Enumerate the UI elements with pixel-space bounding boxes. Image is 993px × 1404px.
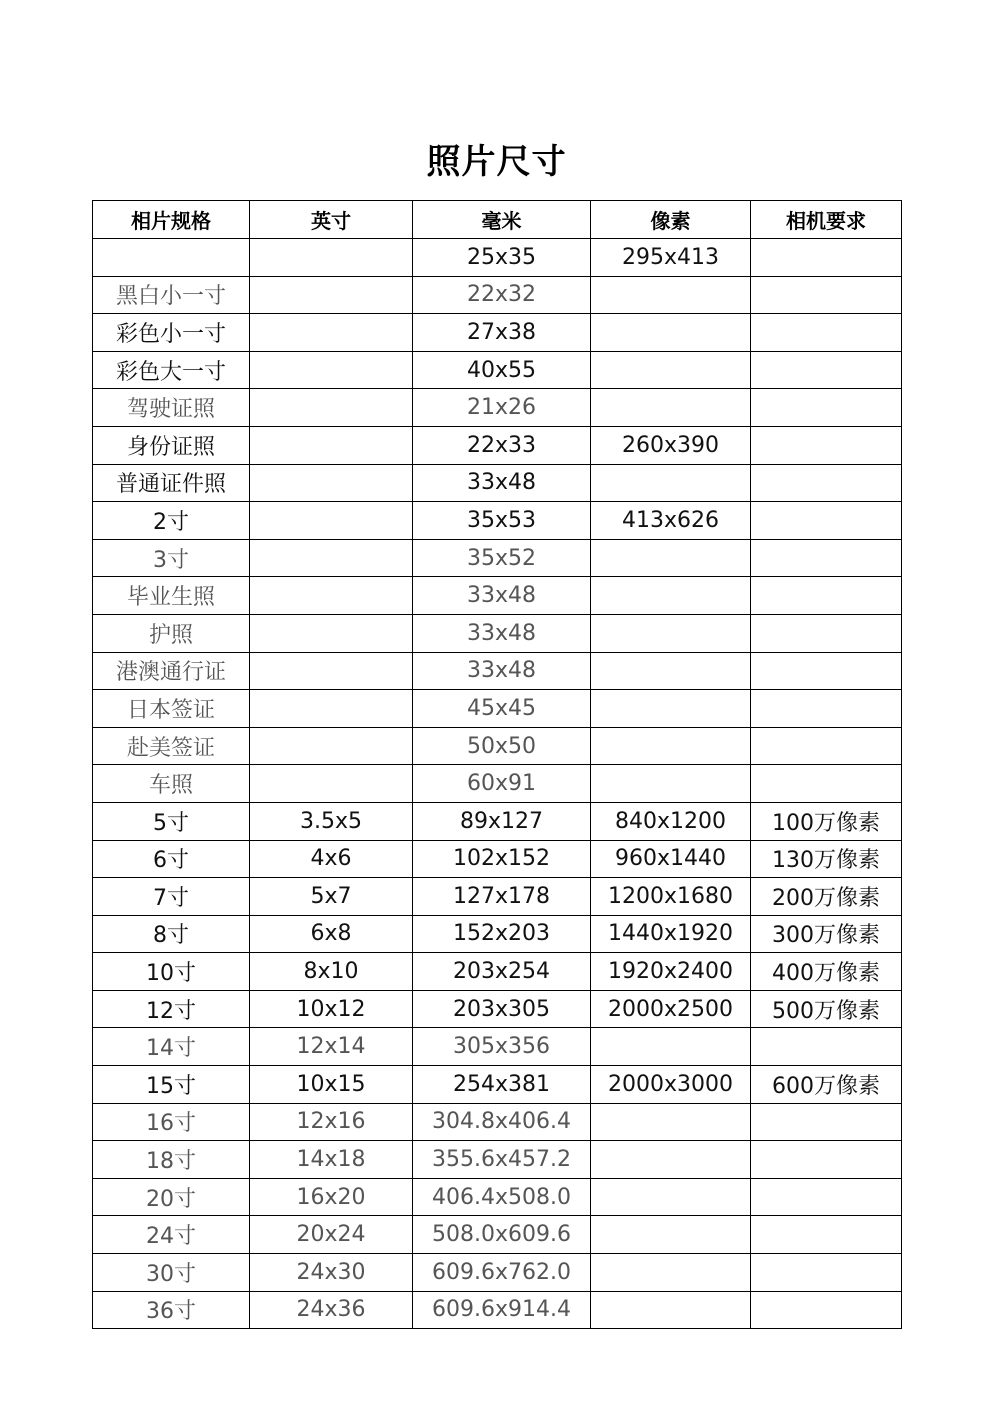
cell-mm: 304.8x406.4 (413, 1103, 591, 1141)
table-row (93, 915, 902, 953)
photo-size-table (92, 200, 902, 1329)
cell-inch (250, 389, 413, 427)
cell-camera (751, 1103, 902, 1141)
table-row (93, 239, 902, 277)
cell-mm: 22x33 (413, 426, 591, 464)
cell-mm: 152x203 (413, 915, 591, 953)
cell-mm: 355.6x457.2 (413, 1141, 591, 1179)
table-row (93, 990, 902, 1028)
cell-pixels: 295x413 (591, 239, 751, 277)
cell-spec: 赴美签证 (93, 727, 250, 765)
cell-mm: 35x52 (413, 539, 591, 577)
cell-mm: 33x48 (413, 652, 591, 690)
cell-mm: 89x127 (413, 802, 591, 840)
cell-mm: 27x38 (413, 314, 591, 352)
cell-pixels (591, 276, 751, 314)
cell-inch (250, 464, 413, 502)
cell-camera (751, 1178, 902, 1216)
cell-camera (751, 614, 902, 652)
cell-mm: 33x48 (413, 464, 591, 502)
cell-camera (751, 1291, 902, 1329)
cell-mm: 406.4x508.0 (413, 1178, 591, 1216)
cell-spec: 车照 (93, 765, 250, 803)
cell-camera: 100万像素 (751, 802, 902, 840)
table-row (93, 727, 902, 765)
cell-spec: 16寸 (93, 1103, 250, 1141)
cell-mm: 50x50 (413, 727, 591, 765)
cell-inch (250, 239, 413, 277)
cell-camera: 600万像素 (751, 1066, 902, 1104)
cell-inch: 24x36 (250, 1291, 413, 1329)
cell-mm: 127x178 (413, 878, 591, 916)
cell-inch: 3.5x5 (250, 802, 413, 840)
cell-camera (751, 351, 902, 389)
cell-spec: 14寸 (93, 1028, 250, 1066)
cell-pixels (591, 1028, 751, 1066)
cell-pixels (591, 727, 751, 765)
table-row (93, 351, 902, 389)
cell-spec: 7寸 (93, 878, 250, 916)
cell-inch: 24x30 (250, 1254, 413, 1292)
cell-mm: 22x32 (413, 276, 591, 314)
cell-inch (250, 690, 413, 728)
cell-inch (250, 351, 413, 389)
table-row (93, 577, 902, 615)
cell-inch (250, 652, 413, 690)
cell-camera (751, 577, 902, 615)
cell-inch (250, 614, 413, 652)
cell-pixels (591, 652, 751, 690)
table-row (93, 953, 902, 991)
cell-inch: 10x15 (250, 1066, 413, 1104)
cell-spec: 3寸 (93, 539, 250, 577)
cell-mm: 102x152 (413, 840, 591, 878)
page-title: 照片尺寸 (426, 142, 567, 182)
cell-camera (751, 276, 902, 314)
cell-inch: 4x6 (250, 840, 413, 878)
cell-camera (751, 239, 902, 277)
cell-mm: 33x48 (413, 614, 591, 652)
cell-spec: 毕业生照 (93, 577, 250, 615)
header-mm: 毫米 (413, 201, 591, 239)
table-row (93, 690, 902, 728)
table-body (93, 239, 902, 1329)
cell-camera: 500万像素 (751, 990, 902, 1028)
cell-camera (751, 389, 902, 427)
cell-inch: 14x18 (250, 1141, 413, 1179)
cell-inch (250, 276, 413, 314)
table-row (93, 1141, 902, 1179)
cell-spec: 10寸 (93, 953, 250, 991)
table-row (93, 765, 902, 803)
cell-mm: 254x381 (413, 1066, 591, 1104)
cell-mm: 25x35 (413, 239, 591, 277)
table-header-row (93, 201, 902, 239)
cell-spec: 24寸 (93, 1216, 250, 1254)
table-row (93, 840, 902, 878)
cell-spec: 港澳通行证 (93, 652, 250, 690)
cell-spec: 18寸 (93, 1141, 250, 1179)
header-camera: 相机要求 (751, 201, 902, 239)
cell-camera: 200万像素 (751, 878, 902, 916)
table-row (93, 464, 902, 502)
cell-camera: 130万像素 (751, 840, 902, 878)
cell-inch: 20x24 (250, 1216, 413, 1254)
cell-camera (751, 1216, 902, 1254)
cell-camera (751, 426, 902, 464)
cell-inch: 12x14 (250, 1028, 413, 1066)
cell-mm: 508.0x609.6 (413, 1216, 591, 1254)
cell-pixels: 260x390 (591, 426, 751, 464)
cell-pixels (591, 539, 751, 577)
cell-pixels: 413x626 (591, 502, 751, 540)
cell-spec: 5寸 (93, 802, 250, 840)
cell-pixels (591, 690, 751, 728)
cell-camera (751, 765, 902, 803)
cell-pixels (591, 1141, 751, 1179)
table-row (93, 426, 902, 464)
cell-inch: 16x20 (250, 1178, 413, 1216)
cell-pixels (591, 464, 751, 502)
header-inch: 英寸 (250, 201, 413, 239)
cell-spec: 6寸 (93, 840, 250, 878)
cell-mm: 305x356 (413, 1028, 591, 1066)
table-row (93, 1178, 902, 1216)
cell-mm: 609.6x914.4 (413, 1291, 591, 1329)
table-row (93, 389, 902, 427)
cell-pixels (591, 351, 751, 389)
cell-camera (751, 1141, 902, 1179)
table-row (93, 276, 902, 314)
cell-pixels: 1200x1680 (591, 878, 751, 916)
cell-pixels (591, 1291, 751, 1329)
table-row (93, 539, 902, 577)
table-row (93, 1028, 902, 1066)
cell-spec: 黑白小一寸 (93, 276, 250, 314)
cell-inch (250, 314, 413, 352)
cell-pixels: 1920x2400 (591, 953, 751, 991)
table-row (93, 1103, 902, 1141)
table-row (93, 1291, 902, 1329)
cell-inch: 6x8 (250, 915, 413, 953)
cell-pixels: 1440x1920 (591, 915, 751, 953)
cell-pixels (591, 614, 751, 652)
cell-inch (250, 727, 413, 765)
table-row (93, 314, 902, 352)
cell-mm: 203x254 (413, 953, 591, 991)
cell-mm: 45x45 (413, 690, 591, 728)
table-row (93, 614, 902, 652)
table-row (93, 1066, 902, 1104)
cell-inch: 10x12 (250, 990, 413, 1028)
cell-spec: 36寸 (93, 1291, 250, 1329)
cell-pixels (591, 1254, 751, 1292)
cell-camera (751, 1028, 902, 1066)
cell-pixels (591, 314, 751, 352)
cell-pixels: 2000x3000 (591, 1066, 751, 1104)
cell-pixels: 2000x2500 (591, 990, 751, 1028)
cell-spec: 日本签证 (93, 690, 250, 728)
cell-mm: 33x48 (413, 577, 591, 615)
cell-inch (250, 502, 413, 540)
cell-spec: 身份证照 (93, 426, 250, 464)
header-spec: 相片规格 (93, 201, 250, 239)
table-row (93, 1216, 902, 1254)
cell-spec: 2寸 (93, 502, 250, 540)
table-row (93, 802, 902, 840)
cell-spec (93, 239, 250, 277)
cell-pixels (591, 1178, 751, 1216)
cell-spec: 护照 (93, 614, 250, 652)
cell-spec: 彩色小一寸 (93, 314, 250, 352)
cell-pixels (591, 577, 751, 615)
cell-mm: 60x91 (413, 765, 591, 803)
cell-pixels (591, 1103, 751, 1141)
cell-camera: 300万像素 (751, 915, 902, 953)
cell-camera (751, 652, 902, 690)
cell-mm: 203x305 (413, 990, 591, 1028)
table-row (93, 502, 902, 540)
cell-camera (751, 314, 902, 352)
table-row (93, 1254, 902, 1292)
cell-spec: 12寸 (93, 990, 250, 1028)
cell-inch (250, 765, 413, 803)
cell-camera (751, 539, 902, 577)
cell-pixels: 960x1440 (591, 840, 751, 878)
table-row (93, 878, 902, 916)
cell-inch (250, 426, 413, 464)
cell-mm: 35x53 (413, 502, 591, 540)
cell-spec: 8寸 (93, 915, 250, 953)
cell-pixels: 840x1200 (591, 802, 751, 840)
cell-camera (751, 690, 902, 728)
cell-spec: 30寸 (93, 1254, 250, 1292)
table-row (93, 652, 902, 690)
cell-mm: 40x55 (413, 351, 591, 389)
cell-spec: 15寸 (93, 1066, 250, 1104)
header-pixels: 像素 (591, 201, 751, 239)
cell-spec: 普通证件照 (93, 464, 250, 502)
cell-mm: 21x26 (413, 389, 591, 427)
cell-inch (250, 577, 413, 615)
cell-camera: 400万像素 (751, 953, 902, 991)
cell-camera (751, 464, 902, 502)
cell-pixels (591, 765, 751, 803)
cell-inch: 8x10 (250, 953, 413, 991)
cell-camera (751, 502, 902, 540)
cell-inch: 5x7 (250, 878, 413, 916)
cell-pixels (591, 389, 751, 427)
cell-spec: 20寸 (93, 1178, 250, 1216)
cell-camera (751, 1254, 902, 1292)
cell-spec: 彩色大一寸 (93, 351, 250, 389)
cell-inch (250, 539, 413, 577)
cell-inch: 12x16 (250, 1103, 413, 1141)
cell-mm: 609.6x762.0 (413, 1254, 591, 1292)
cell-pixels (591, 1216, 751, 1254)
cell-spec: 驾驶证照 (93, 389, 250, 427)
cell-camera (751, 727, 902, 765)
